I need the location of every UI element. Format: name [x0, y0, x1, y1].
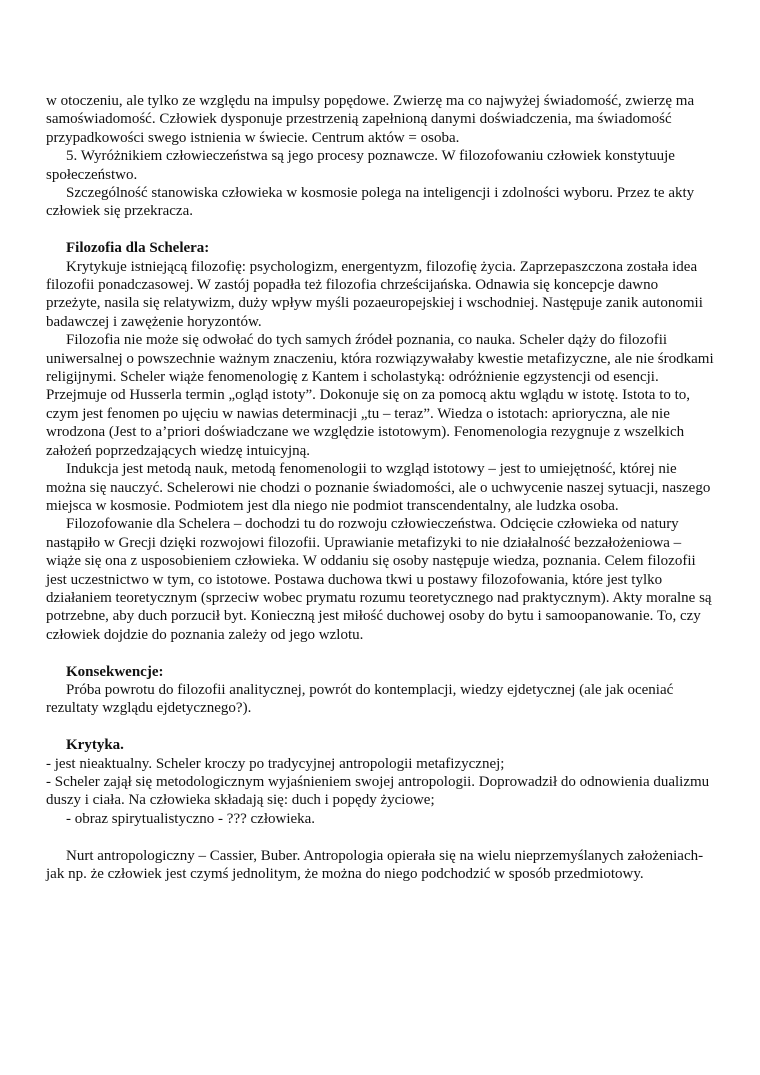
intro-paragraph-3: Szczególność stanowiska człowieka w kosmosie polega na inteligencji i zdolności wyboru. Przez te akty człowiek się przekracza.: [46, 185, 695, 220]
section-heading-filozofia: Filozofia dla Schelera:: [66, 240, 210, 257]
filozofia-paragraph-2: Filozofia nie może się odwołać do tych samych źródeł poznania, co nauka. Scheler dąży do filozofii uniwersalnej o powszechnie ważnym znaczeniu, która rozwiązywałaby kwestie metafizyczne, ale nie środkami religijnymi. Scheler wiąże fenomenologię z Kantem i scholastyką: odróżnienie egzystencji od esencji. Przejmuje od Husserla termin „ogląd istoty”. Dokonuje się on za pomocą aktu wglądu w istotę. Istota to to, czym jest fenomen po ujęciu w nawias determinacji „tu – teraz”. Wiedza o istotach: aprioryczna, ale nie wrodzona (Jest to a’priori doświadczane we względzie istotowym). Fenomenologia rezygnuje z wszelkich założeń poprzedzających wiedzę intuicyjną.: [46, 332, 714, 459]
spacer: [46, 828, 716, 846]
filozofia-paragraph-3: Indukcja jest metodą nauk, metodą fenomenologii to wzgląd istotowy – jest to umiejętność, której nie można się nauczyć. Schelerowi nie chodzi o poznanie świadomości, ale o uchwycenie naszej sytuacji, naszego miejsca w kosmosie. Podmiotem jest dla niego nie podmiot transcendentalny, ale ludzka osoba.: [46, 461, 711, 514]
spacer: [46, 221, 716, 239]
spacer: [46, 718, 716, 736]
krytyka-item-3: - obraz spirytualistyczno - ??? człowieka.: [66, 810, 316, 827]
konsekwencje-paragraph: Próba powrotu do filozofii analitycznej, powrót do kontemplacji, wiedzy ejdetycznej (ale jak oceniać rezultaty wzglądu ejdetycznego?).: [46, 681, 674, 717]
nurt-paragraph: Nurt antropologiczny – Cassier, Buber. Antropologia opierała się na wielu nieprzemyślanych założeniach- jak np. że człowiek jest czymś jednolitym, że można do niego podchodzić w sposób przedmiotowy.: [46, 847, 704, 882]
section-heading-konsekwencje: Konsekwencje:: [66, 663, 164, 680]
section-heading-krytyka: Krytyka.: [66, 737, 124, 754]
filozofia-paragraph-1: Krytykuje istniejącą filozofię: psychologizm, energentyzm, filozofię życia. Zaprzepaszczona została idea filozofii ponadczasowej. W zastój popadła też filozofia chrześcijańska. Odnawia się koncepcje dawno przeżyte, nasila się relatywizm, duży wpływ myśli pozaeuropejskiej i wschodniej. Następuje zanik autonomii badawczej i zawężenie horyzontów.: [46, 258, 703, 330]
spacer: [46, 644, 716, 662]
krytyka-item-2: - Scheler zajął się metodologicznym wyjaśnieniem swojej antropologii. Doprowadził do odnowienia dualizmu duszy i ciała. Na człowieka składają się: duch i popędy życiowe;: [46, 773, 710, 809]
filozofia-paragraph-4: Filozofowanie dla Schelera – dochodzi tu do rozwoju człowieczeństwa. Odcięcie człowieka od natury nastąpiło w Grecji dzięki rozwojowi filozofii. Uprawianie metafizyki to nie działalność bezzałożeniowa – wiąże się ona z usposobieniem człowieka. W oddaniu się osoby następuje wiedza, poznania. Celem filozofii jest uczestnictwo w tym, co istotowe. Postawa duchowa tkwi u postawy filozofowania, które jest tylko działaniem teoretycznym (sprzeciw wobec prymatu rozumu teoretycznego nad praktycznym). Akty moralne są potrzebne, aby duch porzucił byt. Konieczną jest miłość duchowej osoby do bytu i samoopanowanie. To, czy człowiek dojdzie do poznania zależy od jego wzlotu.: [46, 516, 712, 643]
intro-paragraph-2: 5. Wyróżnikiem człowieczeństwa są jego procesy poznawcze. W filozofowaniu człowiek konstytuuje społeczeństwo.: [46, 148, 675, 183]
krytyka-item-1: - jest nieaktualny. Scheler kroczy po tradycyjnej antropologii metafizycznej;: [46, 755, 505, 772]
intro-paragraph-1: w otoczeniu, ale tylko ze względu na impulsy popędowe. Zwierzę ma co najwyżej świadomość, zwierzę ma samoświadomość. Człowiek dysponuje przestrzenią zapełnioną danymi doświadczenia, ma świadomość przypadkowości swego istnienia w świecie. Centrum aktów = osoba.: [46, 93, 695, 146]
